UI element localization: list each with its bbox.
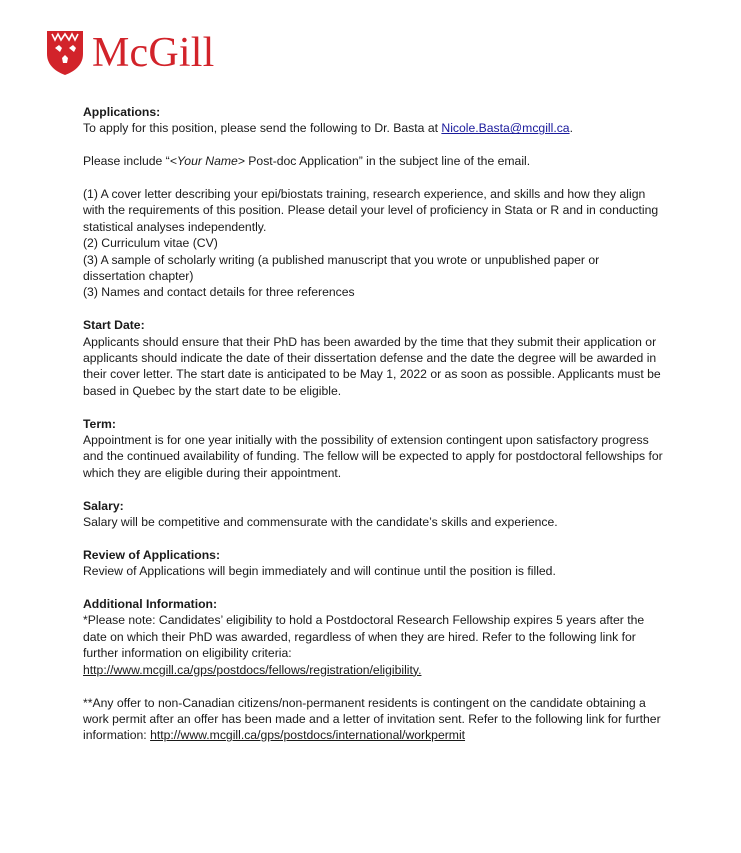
list-item: (3) A sample of scholarly writing (a published manuscript that you wrote or unpublished paper or dissertation chapter) <box>83 252 600 284</box>
term-body: Appointment is for one year initially with the possibility of extension contingent upon satisfactory progress and the continued availability of funding. The fellow will be expected to apply for postdoctoral fellowships for which they are eligible during their appointment. <box>83 433 663 480</box>
review-body: Review of Applications will begin immediately and will continue until the position is filled. <box>83 564 556 579</box>
list-item: (2) Curriculum vitae (CV) <box>83 236 218 251</box>
start-date-heading: Start Date: <box>83 318 145 333</box>
list-item: (1) A cover letter describing your epi/biostats training, research experience, and skills and how they align with the requirements of this position. Please detail your level of proficiency in Stata or R and in conducting statistical analyses independently. <box>83 187 659 234</box>
review-heading: Review of Applications: <box>83 547 221 562</box>
eligibility-link[interactable]: http://www.mcgill.ca/gps/postdocs/fellows/registration/eligibility. <box>83 662 422 677</box>
work-permit-note: **Any offer to non-Canadian citizens/non-permanent residents is contingent on the candidate obtaining a work permit after an offer has been made and a letter of invitation sent. Refer to the following link for further information: http://www.mcgill.ca/gps/postdocs/international/workpermit <box>83 695 661 743</box>
term-heading: Term: <box>83 416 116 431</box>
mcgill-wordmark: McGill <box>92 30 215 76</box>
job-posting-document <box>83 104 663 744</box>
mcgill-logo <box>46 30 215 76</box>
salary-body: Salary will be competitive and commensurate with the candidate’s skills and experience. <box>83 515 558 530</box>
applications-heading: Applications: <box>83 105 161 119</box>
mcgill-crest-icon <box>46 30 84 76</box>
salary-heading: Salary: <box>83 498 124 513</box>
list-item: (3) Names and contact details for three references <box>83 285 355 300</box>
your-name-placeholder: <Your Name> <box>169 154 245 169</box>
applications-intro: To apply for this position, please send the following to Dr. Basta at Nicole.Basta@mcgill.ca. <box>83 121 573 136</box>
subject-line-instruction: Please include “<Your Name> Post-doc Application” in the subject line of the email. <box>83 154 531 169</box>
start-date-body: Applicants should ensure that their PhD has been awarded by the time that they submit their application or applicants should indicate the date of their dissertation defense and the date the degree will be awarded in their cover letter. The start date is anticipated to be May 1, 2022 or as soon as possible. Applicants must be based in Quebec by the start date to be eligible. <box>83 334 661 398</box>
email-link[interactable]: Nicole.Basta@mcgill.ca <box>441 121 570 136</box>
work-permit-link[interactable]: http://www.mcgill.ca/gps/postdocs/international/workpermit <box>150 728 466 743</box>
eligibility-note: *Please note: Candidates’ eligibility to hold a Postdoctoral Research Fellowship expires 5 years after the date on which their PhD was awarded, regardless of when they are hired. Refer to the following link for further information on eligibility criteria: <box>83 613 645 661</box>
additional-info-heading: Additional Information: <box>83 597 218 612</box>
